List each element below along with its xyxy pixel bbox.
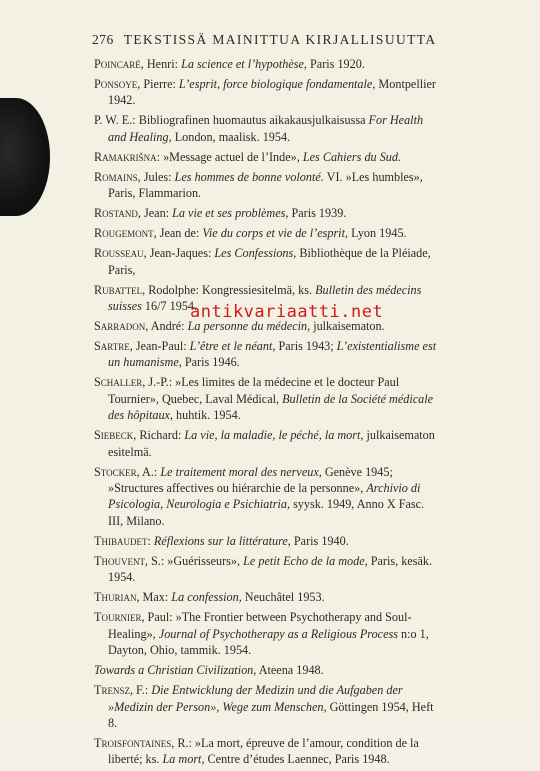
entry-text: Lyon 1945.	[348, 226, 407, 241]
entry-title: Journal of Psychotherapy as a Religious Process	[158, 626, 398, 641]
entry-text: Göttingen 1954, Heft 8.	[108, 699, 434, 730]
entry-text: Paul: »The Frontier between Psychotherapy and Soul-Healing»,	[108, 610, 412, 641]
bibliography-entry	[94, 338, 442, 371]
entry-title: Archivio di Psicologia, Neurologia e Psichiatria,	[108, 481, 421, 512]
bibliography-entry	[94, 76, 442, 109]
entry-author: Rostand,	[94, 206, 141, 221]
bibliography-entry	[94, 662, 442, 678]
entry-text: Jean-Jaques:	[146, 246, 215, 261]
entry-text: VI. »Les humbles», Paris, Flammarion.	[108, 169, 423, 201]
bibliography-entry	[94, 374, 442, 423]
page-number: 276	[92, 32, 114, 47]
bibliography-entry	[94, 427, 442, 460]
entry-text: n:o 1, Dayton, Ohio, tammik. 1954.	[108, 626, 429, 658]
bibliography-entry	[94, 533, 442, 549]
entry-author: P. W. E.:	[94, 113, 136, 128]
bibliography-entry	[94, 464, 442, 530]
watermark: antikvariaatti.net	[190, 302, 384, 322]
entry-title: For Health and Healing,	[108, 113, 424, 144]
entry-text: 16/7 1954.	[141, 299, 198, 314]
entry-title: La personne du médecin,	[187, 319, 311, 334]
running-title: TEKSTISSÄ MAINITTUA KIRJALLISUUTTA	[123, 32, 437, 47]
entry-title: L’existentialisme est un humanisme,	[108, 339, 437, 370]
bibliography-entry	[94, 553, 442, 586]
entry-title: Bulletin de la Société médicale des hôpitaux,	[108, 391, 434, 423]
entry-title: Towards a Christian Civilization,	[94, 663, 257, 678]
entry-text: Jean de:	[156, 226, 203, 241]
entry-title: Réflexions sur la littérature,	[153, 533, 291, 548]
entry-title: Bulletin des médecins suisses	[108, 282, 422, 314]
entry-text: Rodolphe: Kongressiesitelmä, ks.	[145, 282, 316, 297]
entry-text: Richard:	[136, 428, 185, 443]
entry-text: Genève 1945; »Structures affectives ou hiérarchie de la personne»,	[108, 464, 393, 496]
entry-text: Pierre:	[140, 77, 179, 91]
entry-text: Centre d’études Laennec, Paris 1948.	[204, 752, 390, 767]
bibliography-entry	[94, 225, 442, 241]
entry-text: Jean:	[140, 206, 173, 221]
entry-text: Paris 1920.	[306, 57, 365, 71]
entry-title: Les Confessions,	[214, 246, 297, 261]
entry-text: Jules:	[140, 169, 175, 184]
running-header	[92, 32, 452, 48]
entry-text: André:	[148, 319, 188, 334]
entry-text: julkaisematon esitelmä.	[108, 428, 435, 459]
bibliography-entry	[94, 735, 442, 768]
entry-author: Stocker,	[94, 464, 140, 479]
entry-author: Ponsoye,	[94, 77, 141, 91]
entry-text: Henri:	[143, 57, 182, 71]
entry-title: L’esprit, force biologique fondamentale,	[178, 77, 376, 91]
entry-author: Rousseau,	[94, 246, 147, 261]
entry-title: Les hommes de bonne volonté.	[174, 169, 324, 184]
entry-title: Les Cahiers du Sud.	[302, 149, 402, 164]
entry-title: L’être et le néant,	[189, 339, 276, 354]
bibliography-entry	[94, 245, 442, 278]
entry-author: Sarradon,	[94, 319, 149, 334]
entry-author: Ramakrišna:	[94, 149, 161, 164]
entry-author: Troisfontaines,	[94, 735, 175, 750]
entry-text: Bibliografinen huomautus aikakausjulkaisussa	[135, 113, 369, 128]
entry-text: Max:	[139, 590, 172, 605]
entry-text: syysk. 1949, Anno X Fasc. III, Milano.	[108, 497, 425, 528]
bibliography-entry	[94, 205, 442, 221]
entry-author: Rubattel,	[94, 282, 146, 297]
entry-title: La science et l’hypothèse,	[181, 57, 307, 71]
entry-author: Sartre,	[94, 339, 133, 354]
entry-text: R.: »La mort, épreuve de l’amour, condition de la liberté; ks.	[108, 735, 419, 767]
entry-text: julkaisematon.	[310, 319, 385, 334]
bibliography-list	[94, 56, 442, 771]
entry-author: Tournier,	[94, 610, 145, 625]
entry-title: La mort,	[162, 752, 205, 767]
entry-text: Paris, kesäk. 1954.	[108, 553, 432, 585]
entry-text: Paris 1946.	[181, 355, 240, 370]
entry-text: Montpellier 1942.	[108, 77, 436, 108]
entry-text: Paris 1940.	[290, 533, 349, 548]
entry-title: Le petit Echo de la mode,	[243, 553, 368, 568]
entry-title: Le traitement moral des nerveux,	[160, 464, 322, 479]
entry-author: Siebeck,	[94, 428, 137, 443]
bibliography-entry	[94, 682, 442, 731]
dark-object-shadow	[0, 98, 50, 216]
entry-author: Poincaré,	[94, 57, 144, 71]
entry-text: London, maalisk. 1954.	[171, 129, 291, 144]
entry-author: Thurian,	[94, 590, 140, 605]
entry-author: Rougemont,	[94, 226, 157, 241]
entry-text: F.:	[133, 683, 152, 698]
entry-author: Thibaudet:	[94, 533, 151, 548]
entry-title: La confession,	[171, 590, 242, 605]
entry-text: Paris 1943;	[275, 339, 337, 354]
entry-title: La vie, la maladie, le péché, la mort,	[184, 428, 364, 443]
bibliography-entry	[94, 149, 442, 165]
entry-author: Thouvent,	[94, 553, 148, 568]
bibliography-entry	[94, 589, 442, 605]
entry-text: J.-P.: »Les limites de la médecine et le docteur Paul Tournier», Quebec, Laval Médical,	[108, 375, 400, 406]
entry-text: Bibliothèque de la Pléiade, Paris,	[108, 246, 431, 277]
bibliography-entry	[94, 609, 442, 658]
entry-title: Die Entwicklung der Medizin und die Aufgaben der »Medizin der Person»,	[108, 683, 403, 714]
bibliography-entry	[94, 112, 442, 145]
entry-title: Vie du corps et vie de l’esprit,	[202, 226, 349, 241]
entry-text: S.: »Guérisseurs»,	[147, 553, 244, 568]
entry-title: La vie et ses problèmes,	[172, 206, 289, 221]
entry-author: Romains,	[94, 169, 141, 184]
entry-text: »Message actuel de l’Inde»,	[160, 149, 303, 164]
bibliography-entry	[94, 169, 442, 202]
entry-text: Paris 1939.	[288, 206, 347, 221]
entry-text: huhtik. 1954.	[173, 408, 241, 423]
entry-text: Ateena 1948.	[256, 663, 324, 678]
entry-author: Trensz,	[94, 683, 133, 698]
entry-author: Schaller,	[94, 375, 146, 390]
entry-title: Wege zum Menschen,	[222, 699, 327, 714]
bibliography-entry	[94, 56, 442, 72]
entry-text: A.:	[139, 464, 161, 479]
entry-text: Neuchâtel 1953.	[241, 590, 325, 605]
entry-text: Jean-Paul:	[132, 339, 190, 354]
